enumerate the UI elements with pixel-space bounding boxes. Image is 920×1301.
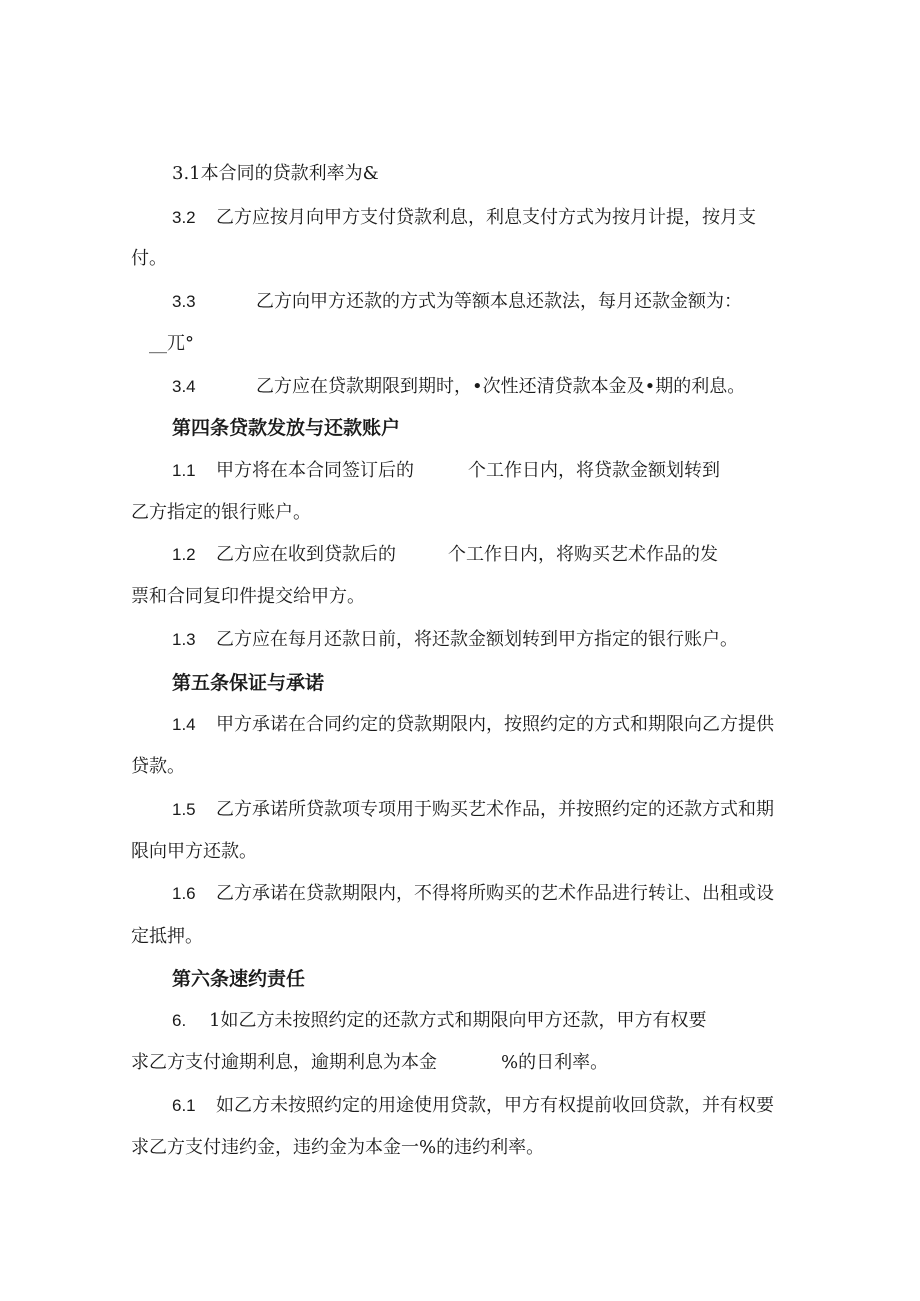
clause-text: 求乙方支付违约金，违约金为本金一%的违约利率。 bbox=[131, 1137, 545, 1158]
article-title: 第五条保证与承诺 bbox=[172, 672, 325, 694]
clause-5-3-line1 bbox=[172, 881, 774, 907]
clause-text: 个工作日内，将贷款金额划转到 bbox=[468, 460, 720, 481]
clause-6-1-line1 bbox=[172, 1008, 706, 1034]
clause-4-2-line2 bbox=[131, 584, 365, 610]
clause-text: %的日利率。 bbox=[501, 1052, 609, 1073]
clause-number: 1.6 bbox=[172, 884, 196, 903]
clause-text: 贷款。 bbox=[131, 756, 185, 777]
clause-number: 1.2 bbox=[172, 545, 196, 564]
clause-text: 乙方向甲方还款的方式为等额本息还款法，每月还款金额为： bbox=[256, 291, 742, 312]
clause-text: 乙方应在贷款期限到期时，•次性还清贷款本金及•期的利息。 bbox=[256, 376, 746, 397]
clause-4-1-line1 bbox=[172, 458, 720, 484]
clause-number: 1.1 bbox=[172, 461, 196, 480]
clause-text: 乙方承诺所贷款项专项用于购买艺术作品，并按照约定的还款方式和期 bbox=[216, 799, 774, 820]
clause-text: 甲方承诺在合同约定的贷款期限内，按照约定的方式和期限向乙方提供 bbox=[216, 714, 774, 735]
clause-text: 个工作日内，将购买艺术作品的发 bbox=[448, 544, 718, 565]
clause-number: 3.2 bbox=[172, 208, 196, 227]
clause-3-4-line1 bbox=[172, 374, 745, 400]
clause-5-3-line2 bbox=[131, 924, 203, 950]
clause-3-1 bbox=[172, 161, 379, 187]
clause-3-2-line1 bbox=[172, 205, 756, 231]
clause-number: 6.1 bbox=[172, 1096, 196, 1115]
clause-6-2-line2 bbox=[131, 1135, 544, 1161]
clause-4-2-line1 bbox=[172, 542, 718, 568]
clause-5-1-line2 bbox=[131, 754, 185, 780]
clause-text: 1如乙方未按照约定的还款方式和期限向甲方还款，甲方有权要 bbox=[209, 1010, 707, 1031]
clause-3-3-line2 bbox=[149, 331, 194, 357]
clause-6-1-line2 bbox=[131, 1050, 608, 1076]
clause-text: 乙方指定的银行账户。 bbox=[131, 502, 311, 523]
clause-4-3-line1 bbox=[172, 627, 738, 653]
clause-text: __兀° bbox=[149, 333, 194, 354]
article-4-heading bbox=[172, 415, 400, 441]
clause-text: 如乙方未按照约定的用途使用贷款，甲方有权提前收回贷款，并有权要 bbox=[216, 1095, 774, 1116]
clause-text: 乙方应按月向甲方支付贷款利息，利息支付方式为按月计提，按月支 bbox=[216, 207, 756, 228]
clause-text: 乙方应在每月还款日前，将还款金额划转到甲方指定的银行账户。 bbox=[216, 629, 738, 650]
clause-number: 6. bbox=[172, 1011, 187, 1030]
clause-number: 3.4 bbox=[172, 377, 196, 396]
clause-text: 限向甲方还款。 bbox=[131, 841, 257, 862]
clause-5-1-line1 bbox=[172, 712, 774, 738]
clause-text: 甲方将在本合同签订后的 bbox=[216, 460, 414, 481]
clause-number: 1.4 bbox=[172, 715, 196, 734]
clause-5-2-line2 bbox=[131, 839, 257, 865]
clause-number: 1.5 bbox=[172, 800, 196, 819]
clause-text: 付。 bbox=[131, 248, 167, 269]
clause-6-2-line1 bbox=[172, 1093, 774, 1119]
clause-text: 求乙方支付逾期利息，逾期利息为本金 bbox=[131, 1052, 437, 1073]
clause-number: 1.3 bbox=[172, 630, 196, 649]
article-title: 第四条贷款发放与还款账户 bbox=[172, 417, 401, 439]
clause-3-1-text: 3.1本合同的贷款利率为& bbox=[172, 163, 379, 184]
clause-4-1-line2 bbox=[131, 500, 311, 526]
clause-text: 乙方承诺在贷款期限内，不得将所购买的艺术作品进行转让、出租或设 bbox=[216, 883, 774, 904]
article-6-heading bbox=[172, 966, 305, 992]
article-title: 第六条速约责任 bbox=[172, 968, 306, 990]
clause-text: 票和合同复印件提交给甲方。 bbox=[131, 586, 365, 607]
article-5-heading bbox=[172, 670, 324, 696]
clause-text: 乙方应在收到贷款后的 bbox=[216, 544, 396, 565]
clause-3-3-line1 bbox=[172, 289, 742, 315]
clause-5-2-line1 bbox=[172, 797, 774, 823]
clause-text: 定抵押。 bbox=[131, 926, 203, 947]
clause-3-2-line2 bbox=[131, 246, 167, 272]
clause-number: 3.3 bbox=[172, 292, 196, 311]
